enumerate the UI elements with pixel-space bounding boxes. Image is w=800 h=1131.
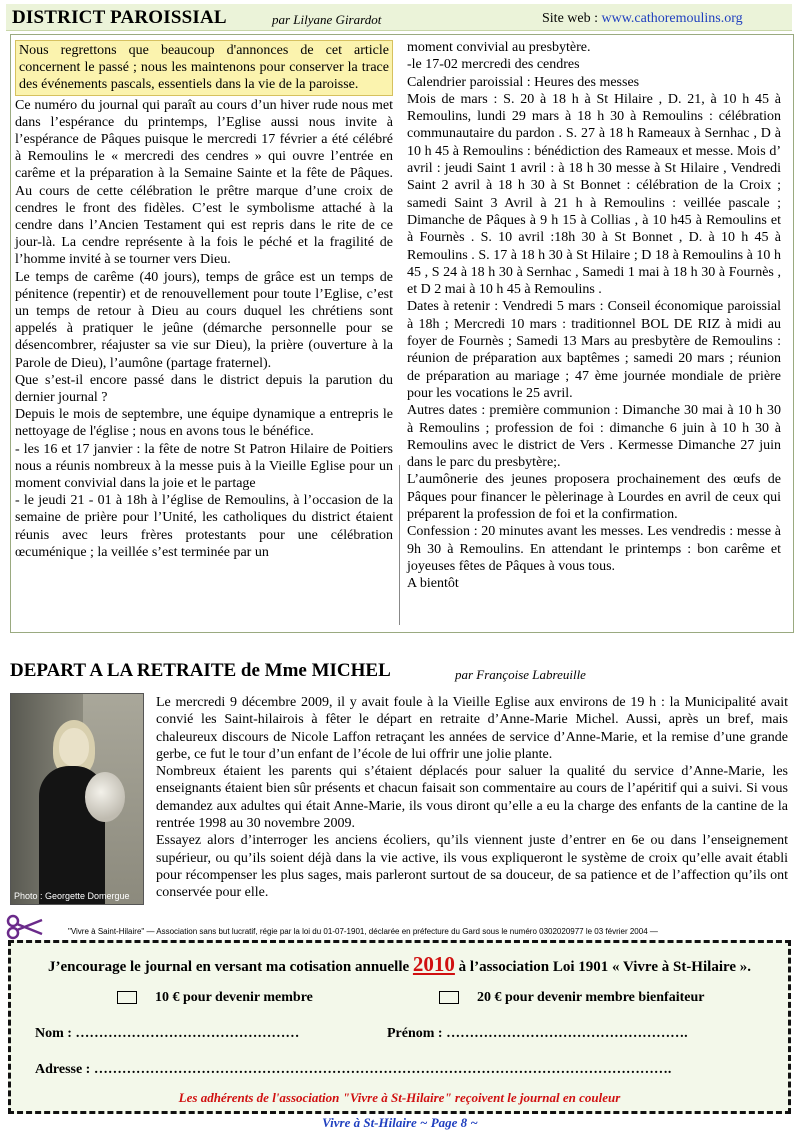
paragraph: Calendrier paroissial : Heures des messes	[407, 74, 640, 90]
author-byline: par Lilyane Girardot	[272, 12, 382, 27]
paragraph: Nombreux étaient les parents qui s’étaient déplacés pour saluer la qualité du service d’Anne-Marie, les enseignants étaient bien sûr présents et chacun faisait son commentaire au cours de l’apéritif qui a suivi. Si vous demandez aux adultes qui était Anne-Marie, ils vous diront qu’elle a eu la charge des enfants de la cantine de la rentrée 1998 au 30 novembre 2009.	[156, 764, 788, 832]
paragraph: Mois de mars : S. 20 à 18 h à St Hilaire , D. 21, à 10 h 45 à Remoulins, lundi 29 mars à 18 h 30 à Remoulins : célébration communautaire du pardon . S. 27 à 18 h Rameaux à Sernhac , D à 10 h 45 à Remoulins : bénédiction des Rameaux et messe. Mois d’ avril : jeudi Saint 1 avril : à 18 h 30 messe à St Hilaire , Vendredi Saint 2 avril à 18 h 30 à St Bonnet : célébration de la Croix ; samedi Saint 3 Avril à 21 h à Remoulins : veillée pascale ; Dimanche de Pâques à 9 h 15 à Collias , à 10 h45 à Remoulins et à Fournès . S. 10 avril :18h 30 à St Bonnet , D. à 10 h 45 à Remoulins . S. 17 à 18 h 30 à St Hilaire ; D 18 à Remoulins à 10 h 45 , S 24 à 18 h 30 à Sernhac , Samedi 1 mai à 18 h 30 à Fournès , et D 2 mai à 10 h 45 à Remoulins .	[407, 91, 781, 298]
photo-credit: Photo : Georgette Domergue	[14, 891, 130, 901]
paragraph: Le mercredi 9 décembre 2009, il y avait foule à la Vieille Eglise aux environs de 19 h : la Municipalité avait convié les Saint-hilairois à fêter le départ en retraite d’Anne-Marie Michel. Aussi, après un bref, mais chaleureux discours de Nicole Laffon retraçant les années de service d’Anne-Marie, et la remise d’une grande gerbe, ce fut le tour d’un enfant de l’école de lui offrir une jolie plante.	[156, 695, 788, 762]
name-field[interactable]: Nom : …………………………………………	[35, 1026, 300, 1041]
paragraph: Confession : 20 minutes avant les messes. Les vendredis : messe à 9h 30 à Remoulins. En attendant le printemps : bon carême et joyeuses fêtes de Pâques à vous tous.	[407, 524, 781, 574]
column-divider	[399, 465, 400, 625]
option-benefactor[interactable]	[439, 990, 705, 1006]
left-column	[15, 40, 393, 561]
coupon-heading	[11, 952, 788, 977]
website-line	[542, 11, 743, 27]
option-member[interactable]	[117, 990, 313, 1006]
option-label: 10 € pour devenir membre	[155, 990, 313, 1005]
paragraph: -le 17-02 mercredi des cendres	[407, 57, 580, 73]
website-link[interactable]: www.cathoremoulins.org	[601, 11, 743, 26]
checkbox-member[interactable]	[117, 991, 137, 1004]
heading-text-end: à l’association Loi 1901 « Vivre à St-Hilaire ».	[454, 959, 752, 975]
option-label: 20 € pour devenir membre bienfaiteur	[477, 990, 705, 1005]
year-highlight: 2010	[412, 952, 455, 976]
membership-coupon	[8, 940, 791, 1114]
paragraph: Ce numéro du journal qui paraît au cours d’un hiver rude nous met dans l’espérance du printemps, l’Eglise aussi nous invite à l’espérance de Pâques puisque le mercredi 17 février a été célébré à Remoulins le « mercredi des cendres » qui ouvre l’entrée en carême et la préparation à la Semaine Sainte et la fête de Pâques. Au cours de cette célébration le prêtre marque d’une croix de cendres le front des fidèles. C’est le symbolisme attaché à la cendre dans l’Ancien Testament qui est repris dans le rite de ce jour-là. La cendre représente à la fois le péché et la fragilité de l’homme invité à se tourner vers Dieu.	[15, 97, 393, 268]
paragraph: L’aumônerie des jeunes proposera prochainement des œufs de Pâques pour financer le pèlerinage à Lourdes en avril de ceux qui préparent la profession de foi et la confirmation.	[407, 472, 781, 523]
page-footer: Vivre à St-Hilaire ~ Page 8 ~	[322, 1115, 478, 1130]
firstname-field[interactable]: Prénom : …………………………………………….	[387, 1026, 688, 1041]
paragraph: moment convivial au presbytère.	[407, 40, 591, 55]
article-title: DEPART A LA RETRAITE de Mme MICHEL	[10, 660, 391, 681]
author-byline: par Françoise Labreuille	[455, 667, 586, 682]
paragraph: - le jeudi 21 - 01 à 18h à l’église de Remoulins, à l’occasion de la semaine de prière pour l’Unité, les catholiques du district étaient réunis avec leurs frères protestants pour une célébration œcuménique ; la veillée s’est terminée par un	[15, 493, 393, 560]
article-photo	[10, 693, 144, 905]
checkbox-benefactor[interactable]	[439, 991, 459, 1004]
paragraph: Dates à retenir : Vendredi 5 mars : Conseil économique paroissial à 18h ; Mercredi 10 mars : traditionnel BOL DE RIZ à midi au foyer de Fournès ; Samedi 13 Mars au presbytère de Remoulins : réunion de préparation aux baptêmes ; samedi 20 mars ; réunion de préparation au mariage ; 47 ème journée mondiale de prière pour les vocations le 25 avril.	[407, 299, 781, 401]
website-label: Site web :	[542, 11, 602, 26]
page-header	[6, 4, 792, 31]
heading-text: J’encourage le journal en versant ma cotisation annuelle	[47, 959, 413, 975]
paragraph: A bientôt	[407, 576, 459, 592]
paragraph: Le temps de carême (40 jours), temps de grâce est un temps de pénitence (repentir) et de renouvellement pour toute l’Eglise, c’est un temps de retour à Dieu au cours duquel les chrétiens sont appelés à pratiquer le jeûne (démarche personnelle pour se désencombrer, réajuster sa vie sur Dieu), la prière (ouverture à la Parole de Dieu), l’aumône (partage fraternel).	[15, 269, 393, 371]
paragraph: - les 16 et 17 janvier : la fête de notre St Patron Hilaire de Poitiers nous a réunis nombreux à la messe puis à la Vieille Eglise pour un moment convivial dans la joie et le partage	[15, 441, 393, 492]
paragraph: Essayez alors d’interroger les anciens écoliers, qu’ils viennent juste d’entrer en 6e ou dans l’enseignement supérieur, ou qu’ils soient déjà dans la vie active, ils vous expliqueront le système de croix qu’elle avait établi pour récompenser les plus sages, mais parleront surtout de sa douceur, de sa patience et de l’affection qu’ils ont conservée pour elle.	[156, 833, 788, 901]
highlight-notice: Nous regrettons que beaucoup d'annonces de cet article concernent le passé ; nous les maintenons pour conserver la trace des événements pascals, essentiels dans la vie de la paroisse.	[15, 40, 393, 96]
scissors-icon	[6, 914, 44, 940]
paragraph: Autres dates : première communion : Dimanche 30 mai à 10 h 30 à Remoulins ; profession de foi : dimanche 6 juin à 10 h 30 à Remoulins avec le district de Vers . Kermesse Dimanche 27 juin dans le parc du presbytère;.	[407, 403, 781, 471]
association-notice: "Vivre à Saint-Hilaire" — Association sans but lucratif, régie par la loi du 01-07-1901, déclarée en préfecture du Gard sous le numéro 0302020977 le 03 février 2004 —	[68, 927, 658, 936]
coupon-footer: Les adhérents de l'association "Vivre à St-Hilaire" reçoivent le journal en couleur	[178, 1090, 621, 1105]
article-body	[156, 694, 788, 902]
paragraph: Que s’est-il encore passé dans le district depuis la parution du dernier journal ?	[15, 372, 393, 406]
right-column	[407, 39, 781, 593]
address-field[interactable]: Adresse : …………………………………………………………………………………………………………….	[35, 1062, 672, 1077]
paragraph: Depuis le mois de septembre, une équipe dynamique a entrepris le nettoyage de l'église ; nous en avons tous le bénéfice.	[15, 407, 393, 440]
district-article	[10, 34, 794, 633]
section-title: DISTRICT PAROISSIAL	[12, 7, 227, 28]
